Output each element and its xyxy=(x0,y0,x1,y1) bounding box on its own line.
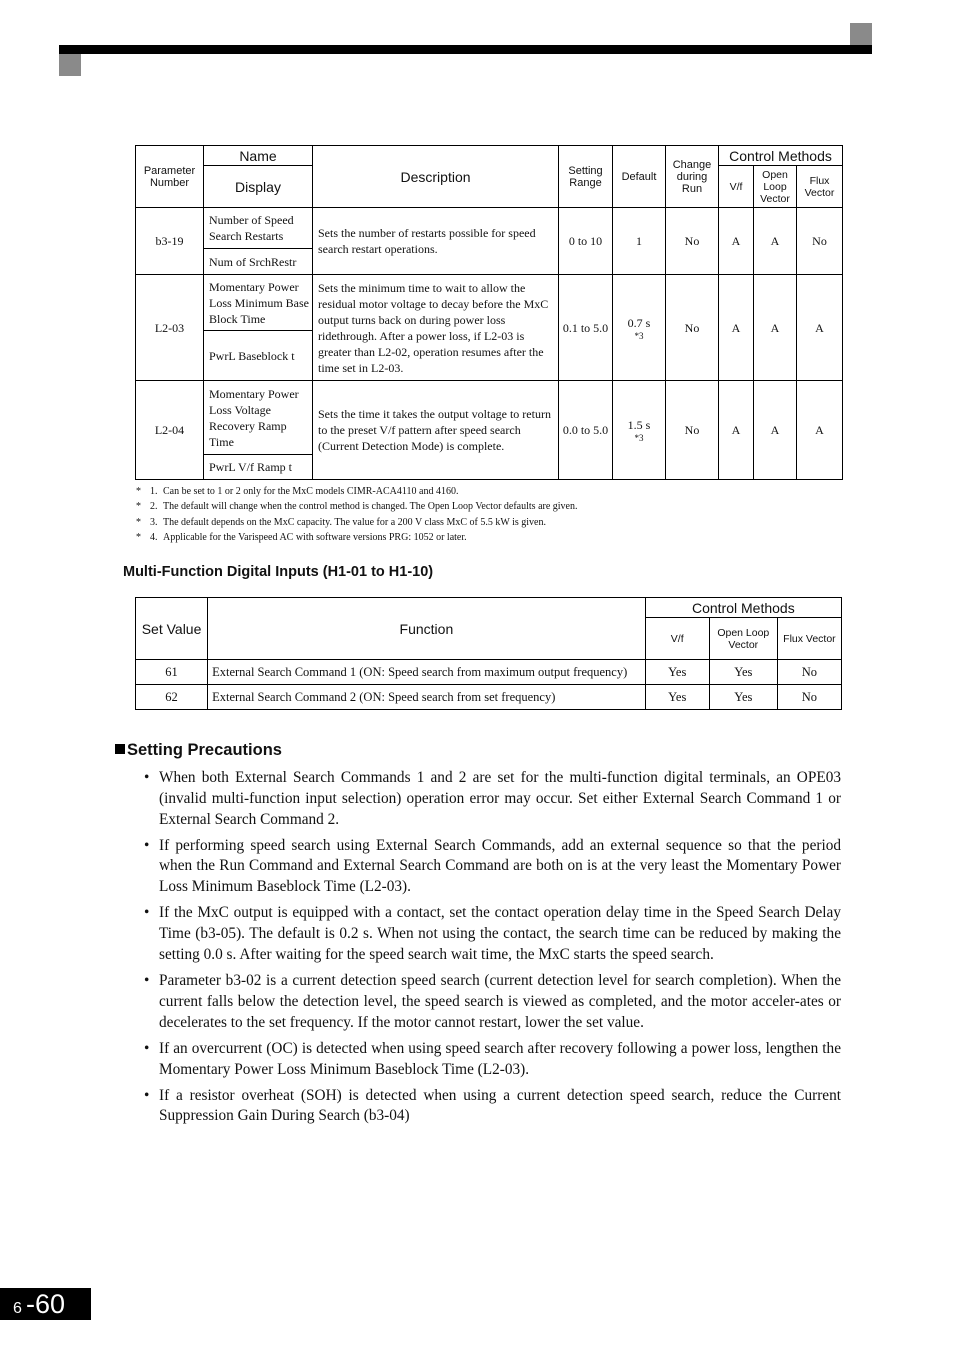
header-change-during-run: Change during Run xyxy=(666,146,719,208)
param-number: L2-03 xyxy=(136,275,204,381)
footnote-number: 2. xyxy=(150,501,158,513)
default-value: 1 xyxy=(636,234,642,248)
bullet-icon: • xyxy=(144,904,150,922)
method-olv: Yes xyxy=(709,685,777,710)
header-open-loop-vector: Open Loop Vector xyxy=(709,618,777,660)
function-text: External Search Command 1 (ON: Speed search from maximum output frequency) xyxy=(208,660,646,685)
function-text: External Search Command 2 (ON: Speed search from set frequency) xyxy=(208,685,646,710)
table-row xyxy=(136,381,843,455)
section-heading: Multi-Function Digital Inputs (H1-01 to H1-10) xyxy=(123,564,434,580)
param-flux: A xyxy=(797,381,843,480)
footnote-star: * xyxy=(136,516,141,528)
header-default: Default xyxy=(613,146,666,208)
list-item xyxy=(144,971,841,1033)
param-vf: A xyxy=(719,381,754,480)
footnote-text: The default depends on the MxC capacity. The value for a 200 V class MxC of 5.5 kW is given. xyxy=(163,516,546,528)
set-value: 62 xyxy=(136,685,208,710)
param-display: PwrL Baseblock t xyxy=(204,331,313,381)
page-index: -60 xyxy=(26,1289,66,1319)
default-value: 1.5 s xyxy=(627,418,651,432)
method-vf: Yes xyxy=(645,660,709,685)
bullet-icon: • xyxy=(144,1086,150,1104)
param-flux: A xyxy=(797,275,843,381)
header-vf: V/f xyxy=(719,166,754,208)
param-change-during-run: No xyxy=(666,275,719,381)
param-description: Sets the time it takes the output voltage to return to the preset V/f pattern after speed search (Current Detection Mode) is complete. xyxy=(313,381,559,480)
header-control-methods: Control Methods xyxy=(719,146,843,166)
list-item-text: If the MxC output is equipped with a contact, set the contact operation delay time in the Speed Search Delay Time (b3-05). The default is 0.2 s. When not using the contact, the search time can be reduced by making the setting 0.0 s. After waiting for the speed search wait time, the MxC starts the speed search. xyxy=(159,904,841,963)
table-row xyxy=(136,660,842,685)
header-flux-vector: Flux Vector xyxy=(777,618,841,660)
list-item xyxy=(144,903,841,965)
header-parameter-number: Parameter Number xyxy=(136,146,204,208)
footnote-text: Applicable for the Varispeed AC with software versions PRG: 1052 or later. xyxy=(163,531,467,543)
list-item-text: When both External Search Commands 1 and 2 are set for the multi-function digital terminals, an OPE03 (invalid multi-function input selection) operation error may occur. Set either External Search Command 1 or External Search Command 2. xyxy=(159,769,841,828)
param-default xyxy=(613,275,666,381)
list-item xyxy=(144,1086,841,1128)
default-value: 0.7 s xyxy=(627,315,651,330)
footnote-text: Can be set to 1 or 2 only for the MxC models CIMR-ACA4110 and 4160. xyxy=(163,486,459,497)
param-vf: A xyxy=(719,208,754,275)
param-olv: A xyxy=(754,275,797,381)
header-setting-range: Setting Range xyxy=(559,146,613,208)
list-item xyxy=(144,1039,841,1081)
footnote xyxy=(136,530,856,545)
function-table xyxy=(135,597,842,710)
bullet-icon: • xyxy=(144,1039,150,1057)
square-bullet-icon xyxy=(115,744,125,754)
param-description: Sets the minimum time to wait to allow the residual motor voltage to decay before the MxC output turns back on during power loss ridethrough. After a power loss, if L2-03 is greater than L2-02, operation resumes after the time set in L2-03. xyxy=(313,275,559,381)
default-footnote-ref: *3 xyxy=(634,433,644,443)
param-vf: A xyxy=(719,275,754,381)
header-set-value: Set Value xyxy=(136,598,208,660)
table-row xyxy=(136,208,843,249)
precautions-title: Setting Precautions xyxy=(127,741,282,759)
precautions-list xyxy=(144,768,841,1133)
method-flux: No xyxy=(777,685,841,710)
parameter-table xyxy=(135,145,843,480)
set-value: 61 xyxy=(136,660,208,685)
param-number: L2-04 xyxy=(136,381,204,480)
table-row xyxy=(136,685,842,710)
header-control-methods: Control Methods xyxy=(645,598,841,618)
footnote-number: 1. xyxy=(150,486,158,497)
param-change-during-run: No xyxy=(666,208,719,275)
method-olv: Yes xyxy=(709,660,777,685)
list-item-text: If performing speed search using External Search Commands, add an external sequence so that the period when the Run Command and External Search Command are both on is at the very least the Momentary Power Loss Minimum Baseblock Time (L2-03). xyxy=(159,836,841,896)
header-rule xyxy=(59,45,872,54)
method-flux: No xyxy=(777,660,841,685)
footnote-text: The default will change when the control method is changed. The Open Loop Vector defaults are given. xyxy=(163,501,578,513)
param-name: Momentary Power Loss Voltage Recovery Ramp Time xyxy=(204,381,313,455)
page-number xyxy=(0,1288,91,1320)
param-range: 0.0 to 5.0 xyxy=(559,381,613,480)
list-item xyxy=(144,768,841,830)
param-olv: A xyxy=(754,381,797,480)
param-display: Num of SrchRestr xyxy=(204,249,313,275)
param-number: b3-19 xyxy=(136,208,204,275)
param-name: Number of Speed Search Restarts xyxy=(204,208,313,249)
footnotes xyxy=(136,484,856,545)
bullet-icon: • xyxy=(144,769,150,786)
header-open-loop-vector: Open Loop Vector xyxy=(754,166,797,208)
param-range: 0 to 10 xyxy=(559,208,613,275)
param-default xyxy=(613,381,666,480)
footnote xyxy=(136,484,856,499)
footnote-star: * xyxy=(136,486,141,497)
param-description: Sets the number of restarts possible for speed search restart operations. xyxy=(313,208,559,275)
list-item-text: If an overcurrent (OC) is detected when using speed search after recovery following a power loss, lengthen the Momentary Power Loss Minimum Baseblock Time (L2-03). xyxy=(159,1039,841,1078)
header-corner-square xyxy=(850,23,872,45)
bullet-icon: • xyxy=(144,836,150,854)
param-range: 0.1 to 5.0 xyxy=(559,275,613,381)
footnote xyxy=(136,515,856,530)
header-flux-vector: Flux Vector xyxy=(797,166,843,208)
footnote-star: * xyxy=(136,501,141,513)
list-item-text: Parameter b3-02 is a current detection speed search (current detection level for search completion). When the current falls below the detection level, the speed search is viewed as completed, and the motor acceler-ates or decelerates to the set frequency. If the motor cannot restart, lower the set value. xyxy=(159,972,841,1031)
header-description: Description xyxy=(313,146,559,208)
header-name: Name xyxy=(204,146,313,166)
param-name: Momentary Power Loss Minimum Base Block Time xyxy=(204,275,313,331)
bullet-icon: • xyxy=(144,972,150,990)
footnote xyxy=(136,499,856,514)
param-olv: A xyxy=(754,208,797,275)
param-display: PwrL V/f Ramp t xyxy=(204,455,313,480)
param-default xyxy=(613,208,666,275)
header-vf: V/f xyxy=(645,618,709,660)
header-function: Function xyxy=(208,598,646,660)
param-flux: No xyxy=(797,208,843,275)
header-corner-square xyxy=(59,54,81,76)
section-heading-precautions xyxy=(115,741,282,760)
footnote-number: 4. xyxy=(150,531,158,543)
footnote-number: 3. xyxy=(150,516,158,528)
footnote-star: * xyxy=(136,531,141,543)
page-chapter: 6 xyxy=(13,1300,22,1317)
default-footnote-ref: *3 xyxy=(634,330,644,341)
param-change-during-run: No xyxy=(666,381,719,480)
header-display: Display xyxy=(204,166,313,208)
method-vf: Yes xyxy=(645,685,709,710)
list-item-text: If a resistor overheat (SOH) is detected when using a current detection speed search, reduce the Current Suppression Gain During Search (b3-04) xyxy=(159,1086,841,1125)
list-item xyxy=(144,836,841,898)
table-row xyxy=(136,275,843,331)
